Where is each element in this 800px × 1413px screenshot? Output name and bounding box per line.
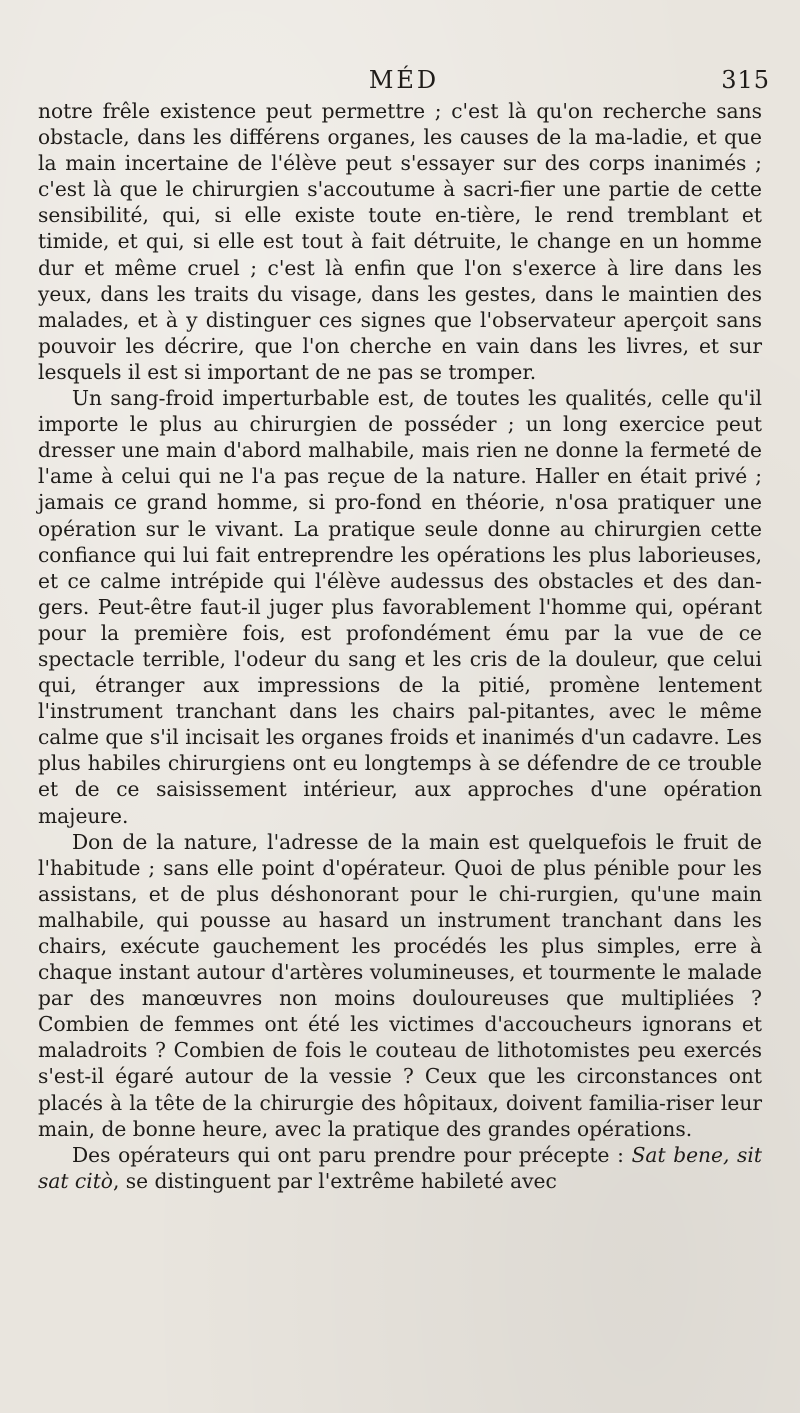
body-text xyxy=(38,98,762,1194)
paragraph-text: , se distinguent par l'extrême habileté avec xyxy=(112,1168,557,1193)
paragraph-text: Des opérateurs qui ont paru prendre pour précepte : xyxy=(72,1142,632,1167)
paragraph-continued: notre frêle existence peut permettre ; c'est là qu'on recherche sans obstacle, dans les différens organes, les causes de la ma-ladie, et que la main incertaine de l'élève peut s'essayer sur des corps inanimés ; c'est là que le chirurgien s'accoutume à sacri-fier une partie de cette sensibilité, qui, si elle existe toute en-tière, le rend tremblant et timide, et qui, si elle est tout à fait détruite, le change en un homme dur et même cruel ; c'est là enfin que l'on s'exerce à lire dans les yeux, dans les traits du visage, dans les gestes, dans le maintien des malades, et à y distinguer ces signes que l'observateur aperçoit sans pouvoir les décrire, que l'on cherche en vain dans les livres, et sur lesquels il est si important de ne pas se tromper. xyxy=(38,99,762,384)
latin-quote: Sat bene, sit sat citò xyxy=(38,1142,762,1193)
running-head-title: MÉD xyxy=(368,66,440,94)
paragraph-last xyxy=(38,1142,762,1194)
page-number: 315 xyxy=(721,66,770,94)
paragraph: Un sang-froid imperturbable est, de toutes les qualités, celle qu'il importe le plus au chirurgien de posséder ; un long exercice peut dresser une main d'abord malhabile, mais rien ne donne la fermeté de l'ame à celui qui ne l'a pas reçue de la nature. Haller en était privé ; jamais ce grand homme, si pro-fond en théorie, n'osa pratiquer une opération sur le vivant. La pratique seule donne au chirurgien cette confiance qui lui fait entreprendre les opérations les plus laborieuses, et ce calme intrépide qui l'élève audessus des obstacles et des dan-gers. Peut-être faut-il juger plus favorablement l'homme qui, opérant pour la première fois, est profondément ému par la vue de ce spectacle terrible, l'odeur du sang et les cris de la douleur, que celui qui, étranger aux impressions de la pitié, promène lentement l'instrument tranchant dans les chairs pal-pitantes, avec le même calme que s'il incisait les organes froids et inanimés d'un cadavre. Les plus habiles chirurgiens ont eu longtemps à se défendre de ce trouble et de ce saisissement intérieur, aux approches d'une opération majeure. xyxy=(38,386,762,828)
paragraph: Don de la nature, l'adresse de la main est quelquefois le fruit de l'habitude ; sans elle point d'opérateur. Quoi de plus pénible pour les assistans, et de plus déshonorant pour le chi-rurgien, qu'une main malhabile, qui pousse au hasard un instrument tranchant dans les chairs, exécute gauchement les procédés les plus simples, erre à chaque instant autour d'artères volumineuses, et tourmente le malade par des manœuvres non moins douloureuses que multipliées ? Combien de femmes ont été les victimes d'accoucheurs ignorans et maladroits ? Combien de fois le couteau de lithotomistes peu exercés s'est-il égaré autour de la vessie ? Ceux que les circonstances ont placés à la tête de la chirurgie des hôpitaux, doivent familia-riser leur main, de bonne heure, avec la pratique des grandes opérations. xyxy=(38,829,762,1141)
running-head xyxy=(38,62,770,98)
